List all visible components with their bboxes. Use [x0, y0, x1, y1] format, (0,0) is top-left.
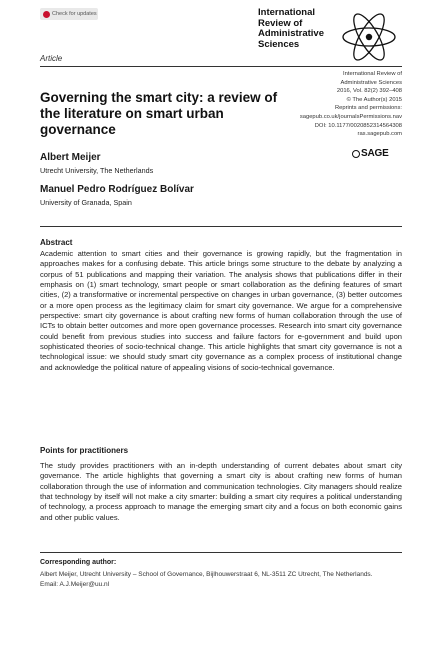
corresponding-author-heading: Corresponding author:	[40, 559, 117, 566]
update-icon	[43, 11, 50, 18]
abstract-text: Academic attention to smart cities and their governance is growing rapidly, but the fragmentation in approaches makes for a confusing debate. This article brings some structure to the debate by analyzing a corpus of 51 publications and mapping their variation. The analysis shows that publications differ in their emphasis on (1) smart technology, smart people or smart collaboration as the defining features of smart cities, (2) a transformative or incremental perspective on changes in urban governance, (3) better outcomes or a more open process as the legitimacy claim for smart city governance. We argue for a comprehensive perspective: smart city governance is about crafting new forms of human collaboration through the use of ICTs to obtain better outcomes and more open governance processes. Research into smart city governance could benefit from previous studies into success and failure factors for e-government and build upon sophisticated theories of socio-technical change. This article highlights that smart city governance is not a technological issue: we should study smart city governance as a complex process of institutional change and acknowledge the political nature of appealing visions of socio-technical governance.	[40, 249, 402, 372]
section-divider	[40, 226, 402, 227]
corresponding-email[interactable]: Email: A.J.Meijer@uu.nl	[40, 580, 110, 588]
meta-line: International Review of	[343, 71, 402, 77]
corresponding-address: Albert Meijer, Utrecht University – School of Governance, Bijlhouwerstraat 6, NL-3511 ZC Utrecht, The Netherlands.	[40, 571, 373, 578]
section-label: Article	[40, 54, 63, 63]
meta-line[interactable]: sagepub.co.uk/journalsPermissions.nav	[299, 113, 402, 120]
publication-meta	[284, 70, 402, 139]
header-divider	[40, 66, 402, 67]
author-affiliation: University of Granada, Spain	[40, 198, 132, 207]
sage-mark-icon	[352, 150, 360, 158]
practitioner-points-heading: Points for practitioners	[40, 446, 129, 455]
journal-title: International Review of Administrative Sciences	[258, 7, 324, 50]
meta-line: Reprints and permissions:	[334, 105, 402, 112]
meta-line: Administrative Sciences	[340, 79, 402, 86]
abstract-heading: Abstract	[40, 238, 73, 247]
badge-label: Check for updates	[52, 11, 97, 17]
publisher-name: SAGE	[361, 148, 389, 159]
meta-line[interactable]: ras.sagepub.com	[357, 131, 402, 138]
paper-title: Governing the smart city: a review of the literature on smart urban governance	[40, 90, 278, 137]
publisher-logo	[352, 148, 389, 159]
meta-line: © The Author(s) 2015	[346, 96, 402, 103]
author-name: Albert Meijer	[40, 152, 101, 163]
check-for-updates-badge[interactable]	[40, 8, 98, 20]
footnote-divider	[40, 552, 402, 553]
journal-logo-icon	[340, 10, 398, 64]
author-affiliation: Utrecht University, The Netherlands	[40, 166, 154, 175]
practitioner-points-text: The study provides practitioners with an in-depth understanding of current debates about smart city governance. The article highlights that governing a smart city is about crafting new forms of human collaboration through the use of information and communication technologies. City managers should realize that technology by itself will not make a city smarter: building a smart city requires a political understanding of technology, a process approach to manage the emerging smart city and a focus on both economic gains and other public values.	[40, 461, 402, 522]
corresponding-author-block	[40, 570, 402, 589]
meta-line: DOI: 10.1177/0020852314564308	[314, 122, 402, 129]
meta-line: 2016, Vol. 82(2) 392–408	[336, 88, 402, 95]
author-name: Manuel Pedro Rodríguez Bolívar	[40, 184, 194, 195]
